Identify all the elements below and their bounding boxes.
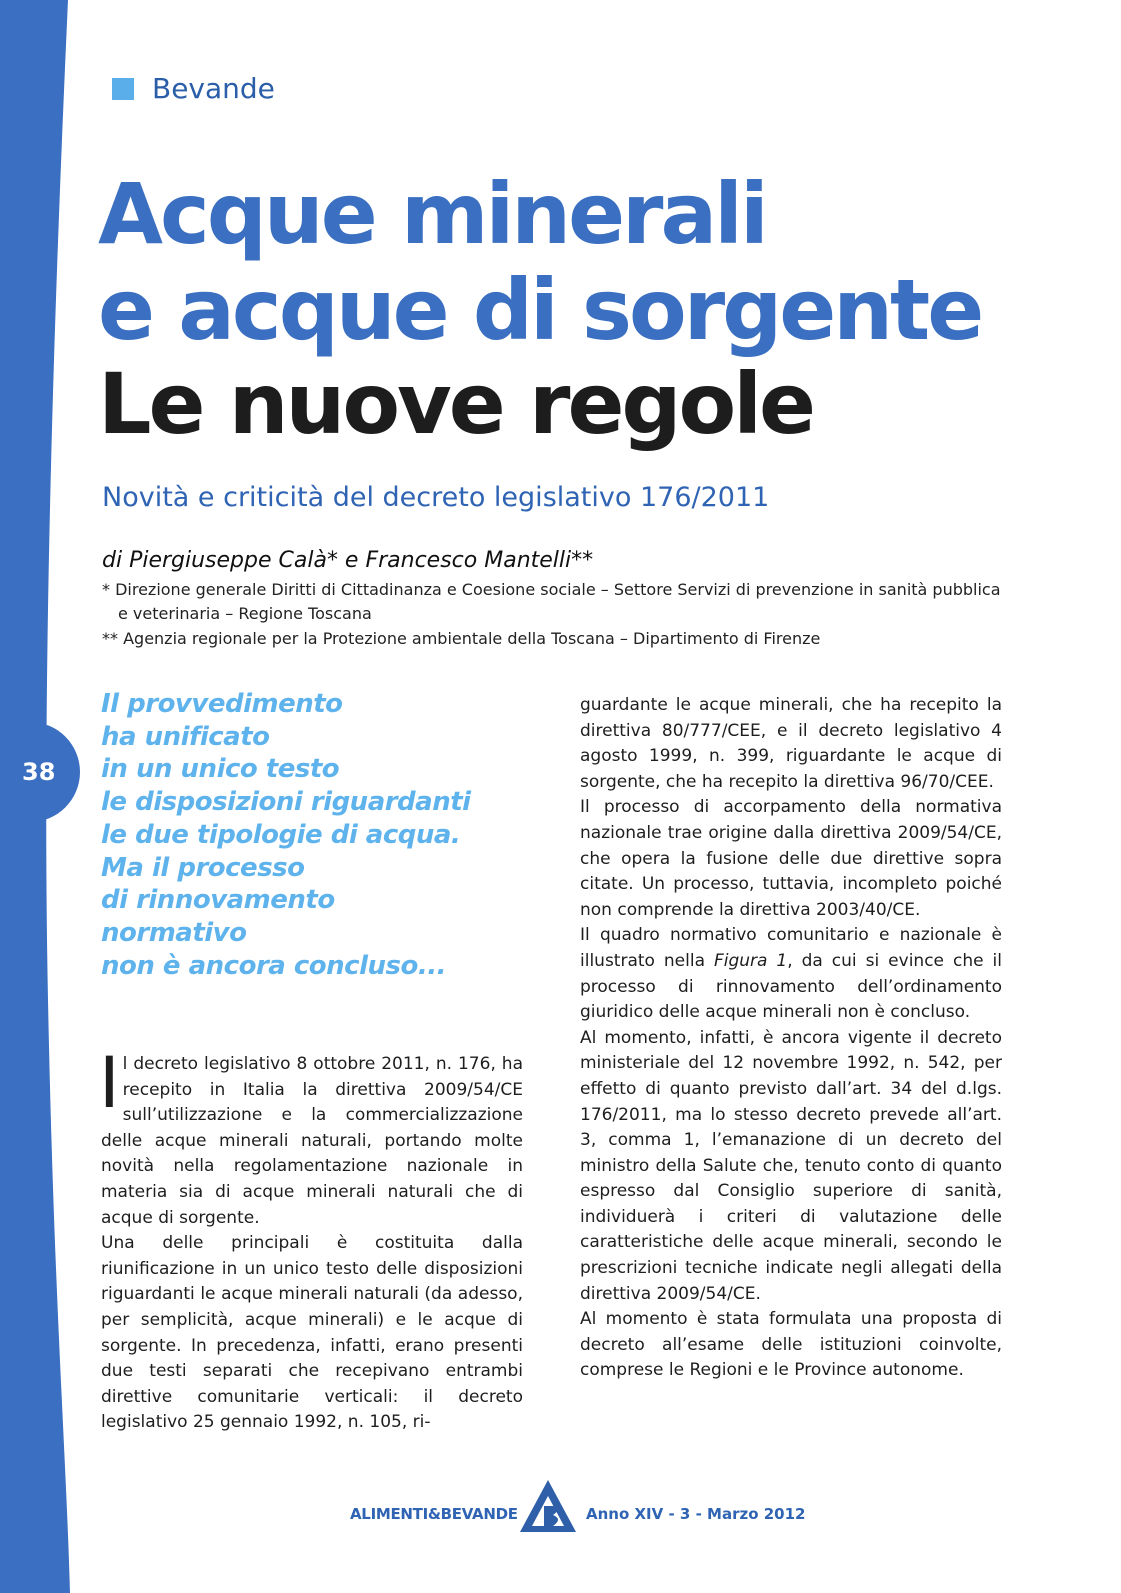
footer-magazine-name: ALIMENTI&BEVANDE: [350, 1505, 518, 1523]
body-paragraph: [99, 1042, 523, 1231]
paragraph-text: , da cui si evince che il processo di rinnovamento dell’ordinamento giuridico delle acque minerali non è concluso.: [580, 950, 1002, 1023]
pull-quote-line: non è ancora concluso...: [101, 950, 446, 981]
section-name: Bevande: [152, 72, 275, 105]
affiliation-1: * Direzione generale Diritti di Cittadinanza e Coesione sociale – Settore Servizi di prevenzione in sanità pubblica: [102, 580, 1001, 599]
pull-quote-line: Ma il processo: [101, 852, 305, 883]
affiliation-2: ** Agenzia regionale per la Protezione ambientale della Toscana – Dipartimento di Firenze: [102, 629, 821, 648]
pull-quote-line: le due tipologie di acqua.: [101, 819, 461, 850]
affiliation-1-continued: e veterinaria – Regione Toscana: [118, 604, 372, 623]
section-square-icon: [112, 78, 134, 100]
body-column-right: [580, 693, 1002, 1384]
pull-quote-line: le disposizioni riguardanti: [101, 787, 471, 818]
footer-issue: Anno XIV - 3 - Marzo 2012: [586, 1505, 806, 1523]
pull-quote: [101, 688, 541, 982]
pull-quote-line: Il provvedimento: [101, 689, 343, 719]
body-paragraph: Al momento è stata formulata una proposta di decreto all’esame delle istituzioni coinvolte, comprese le Regioni e le Province autonome.: [580, 1309, 1002, 1381]
figure-reference: Figura 1: [713, 950, 788, 971]
body-paragraph: Una delle principali è costituita dalla riunificazione in un unico testo delle disposizioni riguardanti le acque minerali naturali (da adesso, per semplicità, acque minerali) e le acque di sorgente. In precedenza, infatti, erano presenti due testi separati che recepivano entrambi direttive comunitarie verticali: il decreto legislativo 25 gennaio 1992, n. 105, ri-: [101, 1233, 523, 1433]
pull-quote-line: ha unificato: [101, 721, 270, 752]
pull-quote-line: in un unico testo: [101, 754, 340, 785]
pull-quote-line: di rinnovamento: [101, 885, 335, 916]
body-paragraph: [580, 923, 1002, 1025]
body-paragraph: Al momento, infatti, è ancora vigente il decreto ministeriale del 12 novembre 1992, n. 542, per effetto di quanto previsto dall’art. 34 del d.lgs. 176/2011, ma lo stesso decreto prevede all’art. 3, comma 1, l’emanazione di un decreto del ministro della Salute che, tenuto conto di quanto espresso dal Consiglio superiore di sanità, individuerà i criteri di valutazione delle caratteristiche delle acque minerali, secondo le prescrizioni tecniche indicate negli allegati della direttiva 2009/54/CE.: [580, 1027, 1002, 1304]
drop-cap: I: [99, 1042, 120, 1124]
paragraph-text: Il quadro normativo comunitario e nazionale è illustrato nella: [580, 925, 1002, 971]
body-column-left: [99, 1042, 523, 1436]
page-number: 38: [22, 758, 56, 786]
title-line-2: e acque di sorgente: [98, 261, 982, 359]
title-line-1: Acque minerali: [98, 165, 766, 263]
subtitle: Novità e criticità del decreto legislativo 176/2011: [102, 482, 770, 513]
magazine-logo-icon: [518, 1478, 580, 1534]
body-paragraph: Il processo di accorpamento della normativa nazionale trae origine dalla direttiva 2009/54/CE, che opera la fusione delle due direttive sopra citate. Un processo, tuttavia, incompleto poiché non comprende la direttiva 2003/40/CE.: [580, 797, 1002, 920]
paragraph-text: l decreto legislativo 8 ottobre 2011, n. 176, ha recepito in Italia la direttiva 2009/54/CE sull’utilizzazione e la commercializzazione delle acque minerali naturali, portando molte novità nella regolamentazione nazionale in materia sia di acque minerali naturali che di acque di sorgente.: [101, 1054, 523, 1228]
title-line-3: Le nuove regole: [98, 355, 814, 453]
pull-quote-line: normativo: [101, 917, 247, 948]
byline: di Piergiuseppe Calà* e Francesco Mantelli**: [102, 548, 594, 573]
section-label: [112, 72, 275, 105]
body-paragraph: guardante le acque minerali, che ha recepito la direttiva 80/777/CEE, e il decreto legislativo 4 agosto 1999, n. 399, riguardante le acque di sorgente, che ha recepito la direttiva 96/70/CEE.: [580, 695, 1002, 792]
